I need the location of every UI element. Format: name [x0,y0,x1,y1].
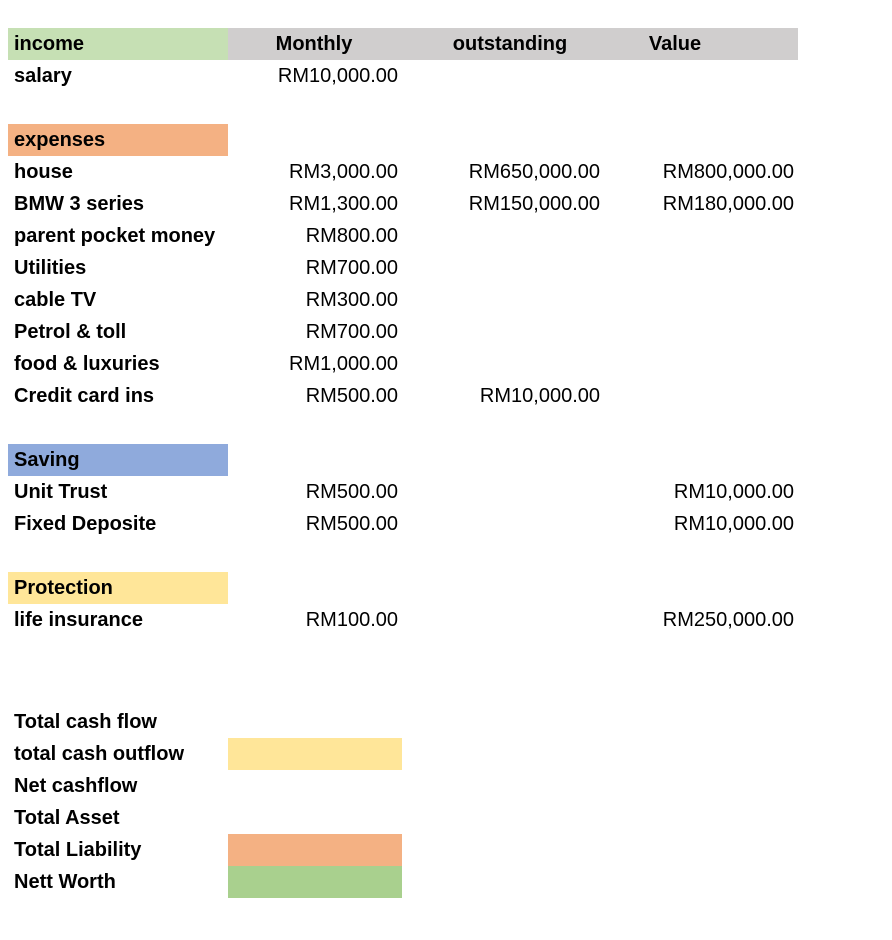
expense-label: BMW 3 series [14,193,145,215]
expense-label: parent pocket money [14,225,216,247]
expense-monthly: RM700.00 [305,321,398,343]
expense-monthly: RM300.00 [305,289,398,311]
expense-outstanding: RM650,000.00 [468,161,600,183]
salary-label: salary [14,65,72,87]
monthly-column-header: Monthly [275,33,353,55]
net-cashflow-label: Net cashflow [14,775,138,797]
expense-outstanding: RM10,000.00 [479,385,600,407]
total-liability-cell[interactable] [228,834,402,866]
saving-monthly: RM500.00 [305,481,398,503]
saving-value: RM10,000.00 [673,513,794,535]
nett-worth-cell[interactable] [228,866,402,898]
expense-label: house [14,161,73,183]
protection-header-label: Protection [14,577,113,599]
income-header-label: income [14,33,85,55]
expense-monthly: RM800.00 [305,225,398,247]
expense-label: Petrol & toll [14,321,127,343]
expenses-header-label: expenses [14,129,106,151]
saving-label: Unit Trust [14,481,108,503]
expense-monthly: RM3,000.00 [289,161,398,183]
saving-monthly: RM500.00 [305,513,398,535]
total-cash-flow-label: Total cash flow [14,711,157,733]
protection-value: RM250,000.00 [662,609,794,631]
total-liability-label: Total Liability [14,839,142,861]
total-asset-label: Total Asset [14,807,120,829]
expense-monthly: RM1,000.00 [289,353,398,375]
expense-label: cable TV [14,289,97,311]
expense-monthly: RM500.00 [305,385,398,407]
expense-value: RM180,000.00 [662,193,794,215]
protection-label: life insurance [14,609,143,631]
expense-label: Credit card ins [14,385,155,407]
nett-worth-label: Nett Worth [14,871,116,893]
expense-monthly: RM1,300.00 [289,193,398,215]
total-cash-outflow-cell[interactable] [228,738,402,770]
total-cash-outflow-label: total cash outflow [14,743,184,765]
expense-value: RM800,000.00 [662,161,794,183]
protection-monthly: RM100.00 [305,609,398,631]
saving-header-label: Saving [14,449,80,471]
value-column-header: Value [648,33,702,55]
salary-monthly: RM10,000.00 [277,65,398,87]
expense-outstanding: RM150,000.00 [468,193,600,215]
outstanding-column-header: outstanding [452,33,568,55]
expense-label: food & luxuries [14,353,160,375]
saving-value: RM10,000.00 [673,481,794,503]
expense-label: Utilities [14,257,87,279]
expense-monthly: RM700.00 [305,257,398,279]
saving-label: Fixed Deposite [14,513,157,535]
